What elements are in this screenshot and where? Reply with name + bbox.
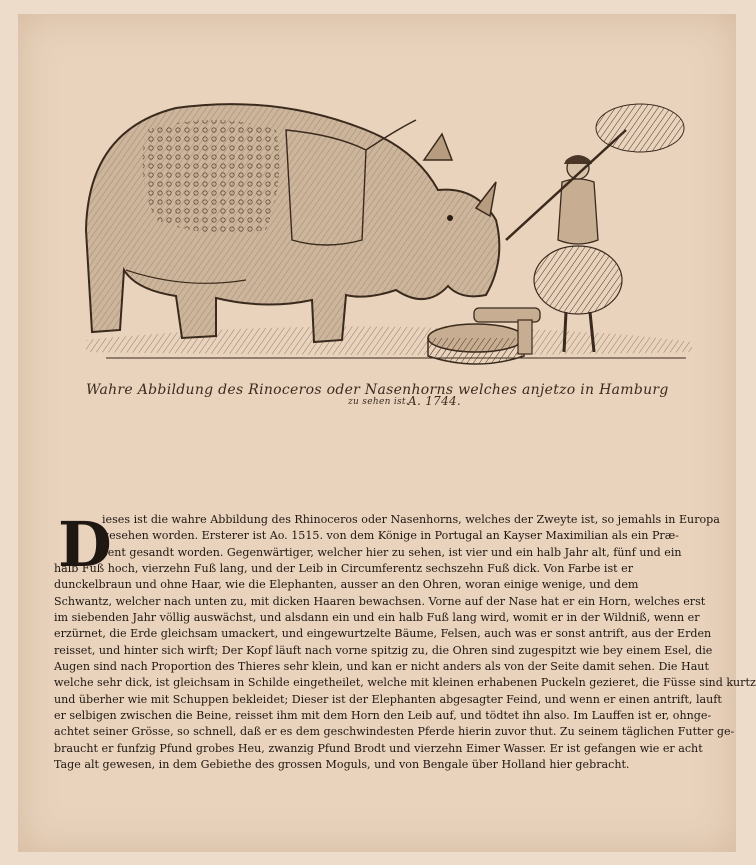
caption-subline: zu sehen ist.	[348, 397, 409, 407]
text-line: welche sehr dick, ist gleichsam in Schilde eingetheilet, welche mit kleinen erhabenen Puckeln gezieret, die Füsse sind kurtz	[54, 676, 756, 690]
text-line: erzürnet, die Erde gleichsam umackert, und eingewurtzelte Bäume, Felsen, auch was er sonst antrift, aus der Erden	[54, 627, 712, 641]
text-line: halb Fuß hoch, vierzehn Fuß lang, und der Leib in Circumferentz sechszehn Fuß dick. Von Farbe ist er	[54, 562, 634, 576]
caption-year: A. 1744.	[408, 394, 462, 408]
text-line: im siebenden Jahr völlig auswächst, und alsdann ein und ein halb Fuß lang wird, womit er in der Wildniß, wenn er	[54, 611, 700, 625]
text-line: Tage alt gewesen, in dem Gebiethe des grossen Moguls, und von Bengale über Holland hier gebracht.	[54, 758, 630, 772]
text-line: ieses ist die wahre Abbildung des Rhinoceros oder Nasenhorns, welches der Zweyte ist, so jemahls in Europa	[102, 513, 720, 526]
text-line: reisset, und hinter sich wirft; Der Kopf läuft nach vorne spitzig zu, die Ohren sind zugespitzt wie bey einem Esel, die	[54, 643, 713, 657]
text-line: und überher wie mit Schuppen bekleidet; Dieser ist der Elephanten abgesagter Feind, und wenn er einen antrift, lauft	[54, 692, 722, 706]
text-line: gesehen worden. Ersterer ist Ao. 1515. von dem Könige in Portugal an Kayser Maximilian als ein Præ-	[102, 529, 679, 543]
rhinoceros-figure	[86, 104, 499, 342]
caption-title: Wahre Abbildung des Rinoceros oder Nasenhorns welches anjetzo in Hamburg	[86, 382, 669, 398]
text-line: sent gesandt worden. Gegenwärtiger, welcher hier zu sehen, ist vier und ein halb Jahr alt, fünf und ein	[102, 545, 682, 559]
description-text	[54, 512, 756, 774]
text-line: er selbigen zwischen die Beine, reisset ihm mit dem Horn den Leib auf, und tödtet ihn also. Im Lauffen ist er, ohnge-	[54, 709, 712, 723]
engraving-svg	[66, 90, 700, 390]
engraving-caption	[86, 380, 696, 420]
text-line: braucht er funfzig Pfund grobes Heu, zwanzig Pfund Brodt und vierzehn Eimer Wasser. Er ist gefangen wie er acht	[54, 741, 703, 755]
text-line: Augen sind nach Proportion des Thieres sehr klein, und kan er nicht anders als von der Seite damit sehen. Die Haut	[54, 660, 709, 674]
rhinoceros-engraving-icon	[66, 90, 700, 390]
feeding-basket	[428, 308, 540, 364]
dropcap-letter: D	[58, 508, 112, 581]
text-line: dunckelbraun und ohne Haar, wie die Elephanten, ausser an den Ohren, woran einige wenige, und dem	[54, 578, 639, 592]
text-line: achtet seiner Grösse, so schnell, daß er es dem geschwindesten Pferde hierin zuvor thut. Zu seinem täglichen Futter ge-	[54, 725, 735, 739]
text-line: Schwantz, welcher nach unten zu, mit dicken Haaren bewachsen. Vorne auf der Nase hat er ein Horn, welches erst	[54, 594, 706, 608]
